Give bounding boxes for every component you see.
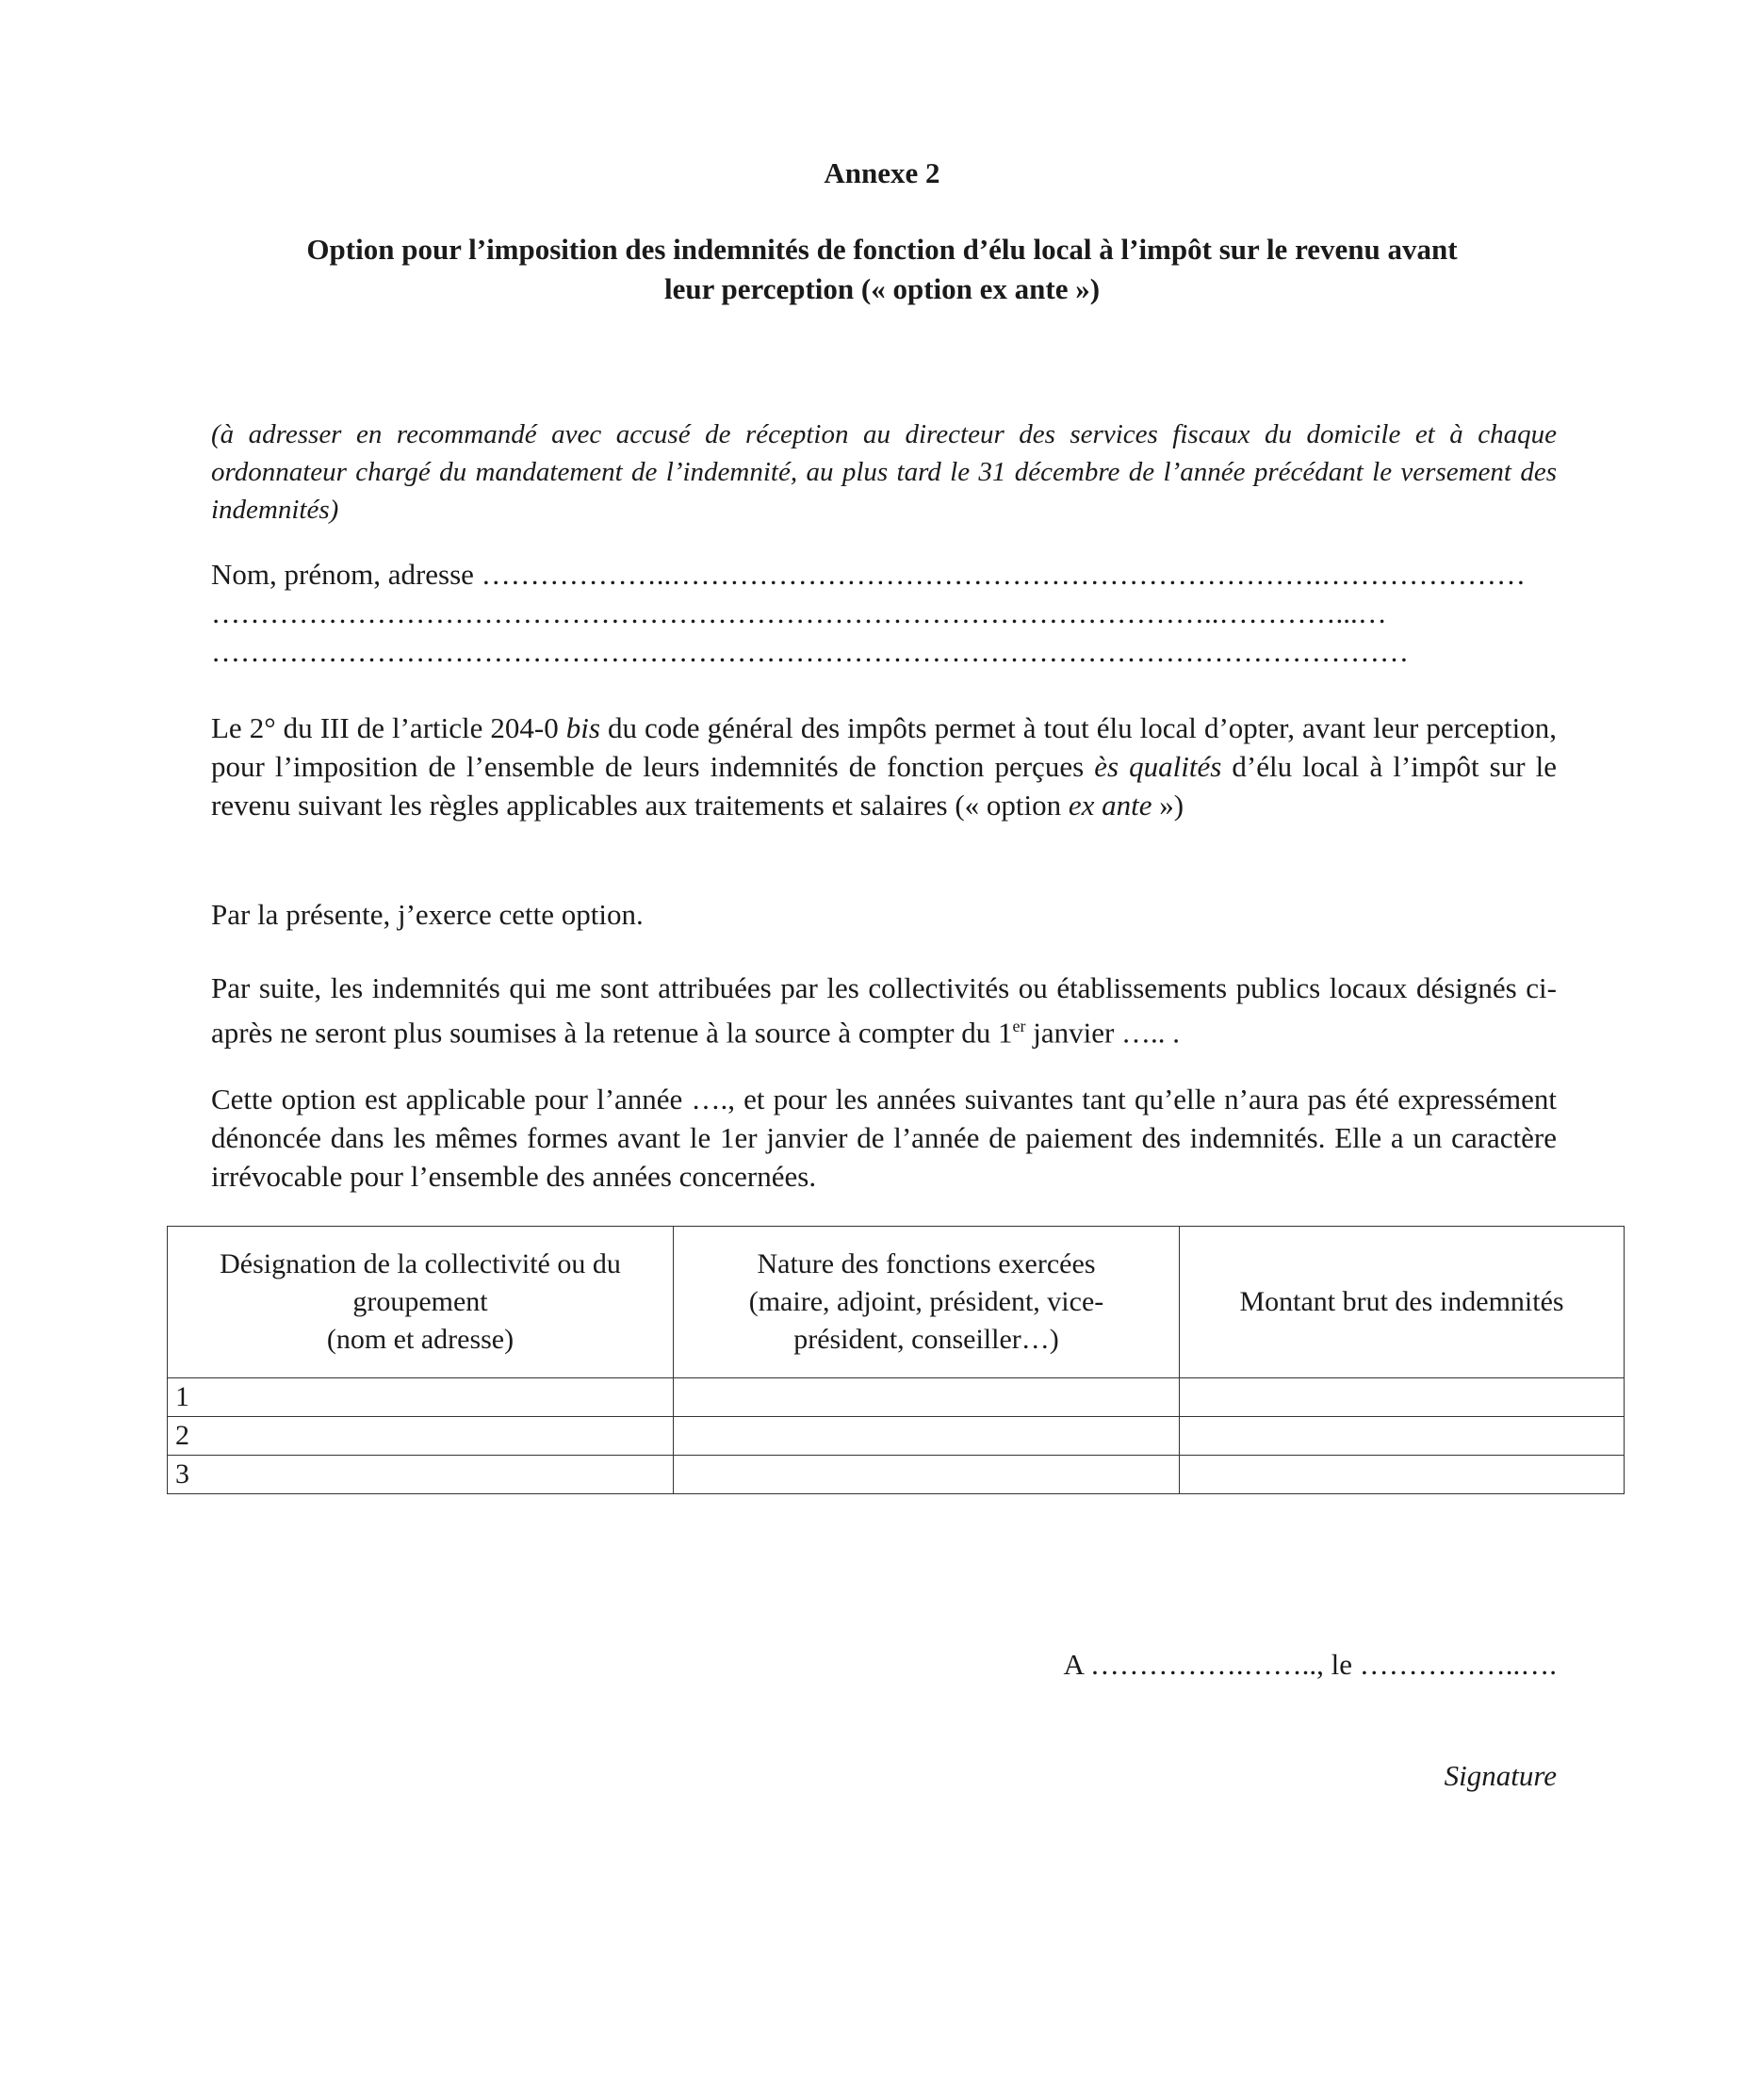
applicability-paragraph: Cette option est applicable pour l’année …., et pour les années suivantes tant qu’elle n’aura pas été expressément dénoncée dans les mêmes formes avant le 1er janvier de l’année de paiement des indemnités. Elle a un caractère irrévocable pour l’ensemble des années concernées. <box>211 1083 1557 1193</box>
identity-label: Nom, prénom, adresse <box>211 558 482 591</box>
text-span: janvier ….. . <box>1025 1016 1181 1050</box>
header-line: groupement <box>352 1286 488 1317</box>
header-line: Montant brut des indemnités <box>1239 1286 1564 1317</box>
table-row <box>168 1456 1625 1494</box>
row-number: 3 <box>168 1456 674 1494</box>
exercise-option-paragraph: Par la présente, j’exerce cette option. <box>211 898 644 931</box>
identity-line-2: …………………………………………………………………………………………..…………...… <box>211 596 1387 629</box>
signature-label: Signature <box>1444 1759 1557 1792</box>
header-line: Désignation de la collectivité ou du <box>220 1248 621 1279</box>
sending-instructions: (à adresser en recommandé avec accusé de réception au directeur des services fiscaux du domicile et à chaque ordonnateur chargé du mandatement de l’indemnité, au plus tard le 31 décembre de l’année précédant le versement des indemnités) <box>211 419 1557 525</box>
table-row <box>168 1417 1625 1456</box>
header-line: Nature des fonctions exercées <box>757 1248 1096 1279</box>
identity-line-3: …………………………………………………………………………………………………………… <box>211 635 1409 668</box>
text-span: d’élu local à l’impôt sur le revenu suivant les règles applicables aux traitements et salaires (« option <box>211 750 1557 822</box>
italic-span: ès qualités <box>1094 750 1222 783</box>
consequence-paragraph <box>211 969 1557 1051</box>
text-span: du code général des impôts permet à tout élu local d’opter, avant leur perception, pour l’imposition de l’ensemble de leurs indemnités de fonction perçues <box>211 711 1557 783</box>
header-line: président, conseiller…) <box>793 1324 1059 1355</box>
legal-basis-paragraph <box>211 709 1557 824</box>
document-title <box>170 230 1594 309</box>
row-number: 2 <box>168 1417 674 1456</box>
table-cell[interactable] <box>674 1417 1180 1456</box>
title-line-1: Option pour l’imposition des indemnités de fonction d’élu local à l’impôt sur le revenu avant <box>306 233 1458 266</box>
place-date-line: A …………….…….., le ……………..…. <box>1063 1648 1557 1681</box>
table-header-row <box>168 1227 1625 1378</box>
header-montant <box>1180 1227 1625 1378</box>
header-fonctions <box>674 1227 1180 1378</box>
italic-span: bis <box>565 711 600 744</box>
header-line: (maire, adjoint, président, vice- <box>748 1286 1104 1317</box>
table-cell[interactable] <box>674 1378 1180 1417</box>
text-span: Le 2° du III de l’article 204-0 <box>211 711 566 744</box>
identity-dots-1: ………………..………………………………………………………….………………… <box>481 558 1526 591</box>
table-row <box>168 1378 1625 1417</box>
text-span: Par suite, les indemnités qui me sont attribuées par les collectivités ou établissements publics locaux désignés ci-après ne seront plus soumises à la retenue à la source à compter du 1 <box>211 971 1557 1050</box>
row-number: 1 <box>168 1378 674 1417</box>
identity-line-1 <box>211 558 1557 592</box>
title-line-2: leur perception (« option ex ante ») <box>663 272 1101 305</box>
superscript: er <box>1012 1017 1026 1035</box>
header-collectivite <box>168 1227 674 1378</box>
annexe-heading: Annexe 2 <box>824 156 940 189</box>
header-line: (nom et adresse) <box>326 1324 514 1355</box>
text-span: ») <box>1152 789 1184 822</box>
table-cell[interactable] <box>1180 1378 1625 1417</box>
table-cell[interactable] <box>1180 1456 1625 1494</box>
table-cell[interactable] <box>1180 1417 1625 1456</box>
table-cell[interactable] <box>674 1456 1180 1494</box>
indemnities-table <box>167 1226 1625 1494</box>
italic-span: ex ante <box>1068 789 1152 822</box>
